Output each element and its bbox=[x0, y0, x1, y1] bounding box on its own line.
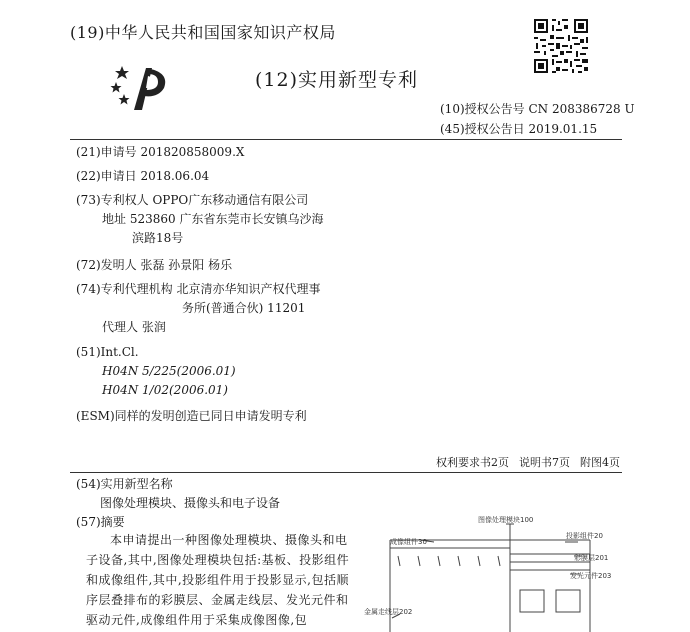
patent-agency: (74)专利代理机构 北京清亦华知识产权代理事 bbox=[76, 282, 321, 296]
section-divider bbox=[70, 472, 622, 473]
inventors: (72)发明人 张磊 孙景阳 杨乐 bbox=[76, 258, 233, 272]
ipc-code: H04N 5/225(2006.01) bbox=[102, 364, 236, 378]
utility-model-title: 图像处理模块、摄像头和电子设备 bbox=[100, 496, 281, 510]
patent-agent: 代理人 张润 bbox=[102, 320, 166, 334]
description-pages: 说明书7页 bbox=[519, 456, 570, 469]
patent-kind: (12)实用新型专利 bbox=[255, 69, 419, 91]
page-counts bbox=[330, 455, 620, 471]
structure-figure bbox=[360, 510, 622, 632]
figure-label-module: 图像处理模块100 bbox=[478, 516, 534, 524]
esm-note: (ESM)同样的发明创造已同日申请发明专利 bbox=[76, 409, 307, 423]
patentee-address-cont: 滨路18号 bbox=[132, 231, 184, 245]
publication-date: (45)授权公告日 2019.01.15 bbox=[440, 122, 598, 136]
claims-pages: 权利要求书2页 bbox=[436, 456, 509, 469]
patent-office: (19)中华人民共和国国家知识产权局 bbox=[70, 23, 336, 42]
publication-number: (10)授权公告号 CN 208386728 U bbox=[440, 102, 635, 116]
figure-label-projection: 投影组件20 bbox=[566, 532, 603, 540]
figure-label-imaging: 成像组件30 bbox=[390, 538, 427, 546]
figure-label-metal: 金属走线层202 bbox=[364, 608, 413, 616]
application-number: (21)申请号 201820858009.X bbox=[76, 145, 245, 159]
drawings-pages: 附图4页 bbox=[580, 456, 620, 469]
patent-agency-cont: 务所(普通合伙) 11201 bbox=[182, 301, 306, 315]
figure-label-color-film: 彩膜层201 bbox=[574, 554, 609, 562]
abstract-text: 本申请提出一种图像处理模块、摄像头和电子设备,其中,图像处理模块包括:基板、投影组件和成像组件,其中,投影组件用于投影显示,包括顺序层叠排布的彩膜层、金属走线层、发光元件和驱动元件,成像组件用于采集成像图像,包 bbox=[86, 533, 350, 627]
qr-code-icon bbox=[532, 17, 590, 75]
header-divider bbox=[70, 139, 622, 140]
cnipa-logo-icon bbox=[108, 62, 176, 114]
title-label: (54)实用新型名称 bbox=[76, 477, 173, 491]
figure-label-light: 发光元件203 bbox=[570, 572, 612, 580]
patentee: (73)专利权人 OPPO广东移动通信有限公司 bbox=[76, 193, 309, 207]
int-cl-label: (51)Int.Cl. bbox=[76, 345, 139, 359]
filing-date: (22)申请日 2018.06.04 bbox=[76, 169, 210, 183]
ipc-code: H04N 1/02(2006.01) bbox=[102, 383, 228, 397]
abstract-label: (57)摘要 bbox=[76, 515, 125, 529]
patentee-address: 地址 523860 广东省东莞市长安镇乌沙海 bbox=[102, 212, 324, 226]
